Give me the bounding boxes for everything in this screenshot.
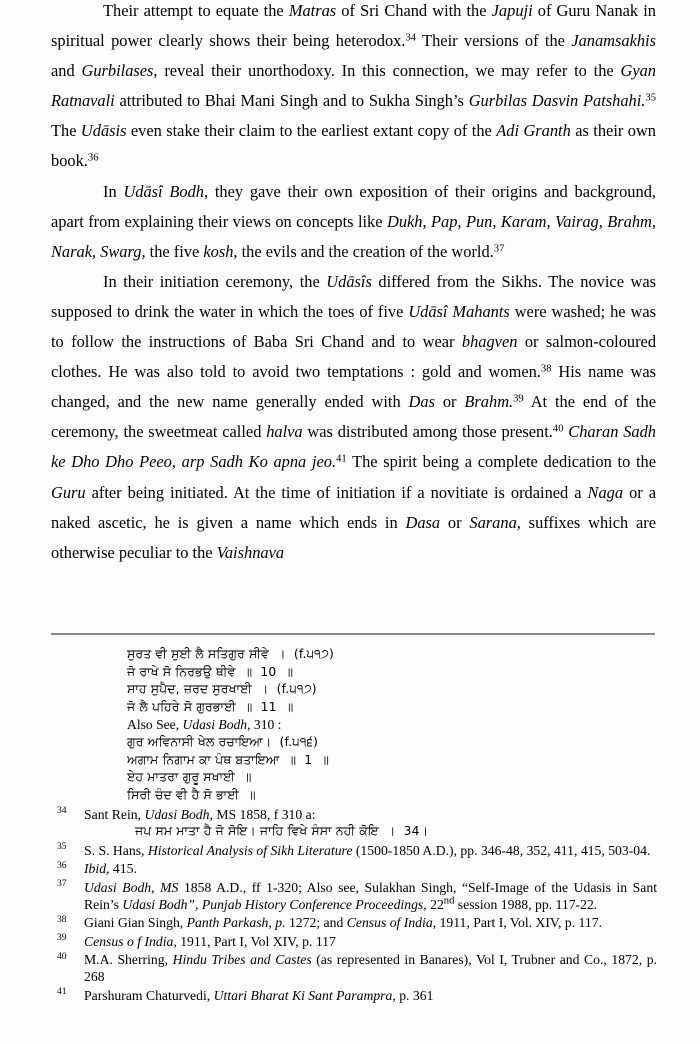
footnote-text	[84, 988, 433, 1003]
italic-run: Dukh, Pap, Pun, Karam, Vairag, Brahm, Narak, Swarg,	[51, 211, 656, 261]
text-run: attributed to Bhai Mani Singh and to Sukha Singh’s	[114, 91, 469, 111]
footnote-37	[51, 879, 657, 913]
italic-run: Udāsîs	[326, 271, 372, 291]
footnote-text	[84, 915, 602, 930]
italic-run: Udasi Bodh,	[84, 879, 155, 895]
text-run: 1911, Part I, Vol. XIV, p. 117.	[436, 915, 602, 931]
footnote-marker: 41	[57, 986, 67, 998]
italic-run: Udasi Bodh”, Punjab History Conference Proceedings,	[122, 896, 427, 912]
text-run: 22	[426, 896, 444, 912]
italic-run: Matras	[288, 1, 337, 20]
also-see-reference	[51, 716, 657, 734]
gurmukhi-line: ਸੁਰਤ ਵੀ ਸੁਈ ਲੈ ਸਤਿਗੁਰ ਸੀਵੇ । (f.੫੧੭)	[127, 647, 335, 661]
italic-run: MS	[160, 879, 179, 895]
footnote-marker: 37	[57, 878, 67, 890]
text-run: The spirit being a complete dedication to the	[346, 452, 656, 472]
gurmukhi-quote-block-1	[51, 646, 657, 716]
footnote-reference: 41	[336, 453, 347, 465]
footnote-reference: nd	[443, 895, 455, 907]
text-run: or a naked ascetic, he is given a name which ends in	[51, 482, 656, 532]
also-see-suffix: , 310 :	[247, 717, 282, 733]
text-run: and	[51, 61, 82, 81]
gurmukhi-line: ਏਹ ਮਾਤਰਾ ਗੁਰੂ ਸਖਾਈ ॥	[127, 770, 252, 785]
italic-run: Gurbilases,	[81, 61, 158, 81]
italic-run: Uttari Bharat Ki Sant Parampra,	[213, 987, 396, 1003]
gurmukhi-line: ਅਗਾਮ ਨਿਗਾਮ ਕਾ ਪੰਥ ਬਤਾਇਆ ॥ 1 ॥	[127, 752, 329, 767]
text-run: At the end of the ceremony, the sweetmeat called	[51, 392, 657, 442]
italic-run: Hindu Tribes and Castes	[172, 952, 312, 968]
text-run: was distributed among those present.	[302, 422, 553, 442]
text-run: His name was changed, and the new name generally ended with	[51, 362, 656, 412]
text-run: 1272; and	[285, 915, 347, 931]
footnote-reference: 39	[513, 393, 524, 405]
italic-run: halva	[266, 422, 303, 442]
text-run: were washed; he was to follow the instructions of Baba Sri Chand and to wear	[51, 301, 656, 352]
gurmukhi-line: ਸਾਹ ਸੁਪੈਦ, ਜ਼ਰਦ ਸੁਰਖਾਈ । (f.੫੧੭)	[127, 682, 317, 697]
text-run: The	[51, 121, 81, 141]
text-run: of Guru Nanak in spiritual power clearly shows their being heterodox.	[51, 1, 656, 51]
italic-run: Dasa	[405, 512, 441, 532]
text-run: M.A. Sherring,	[84, 952, 173, 968]
gurmukhi-line: ਗੁਰ ਅਵਿਨਾਸੀ ਖੇਲ ਰਚਾਇਆ। (f.੫੧੬)	[127, 734, 319, 749]
italic-run: Guru	[51, 482, 86, 502]
text-run: (1500-1850 A.D.), pp. 346-48, 352, 411, 415, 503-04.	[352, 842, 651, 858]
italic-run: Udāsî Mahants	[408, 301, 510, 321]
also-see-prefix: Also See,	[127, 717, 183, 733]
footnote-text	[84, 861, 137, 876]
gurmukhi-quote-block-2	[51, 734, 657, 804]
footnote-35	[51, 842, 657, 859]
footnote-39	[51, 933, 657, 950]
italic-run: Udāsis	[80, 121, 127, 141]
text-run: or	[434, 392, 465, 412]
italic-run: Janamsakhis	[571, 31, 656, 51]
gurmukhi-line: ਸਿਰੀ ਚੰਦ ਵੀ ਹੈ ਸੋ ਭਾਈ ॥	[127, 787, 256, 802]
text-run: reveal their unorthodoxy. In this connection, we may refer to the	[157, 61, 621, 81]
italic-run: Naga	[587, 482, 624, 502]
italic-run: Vaishnava	[216, 542, 285, 562]
italic-run: Panth Parkash, p.	[186, 915, 286, 931]
text-run: Parshuram Chaturvedi,	[84, 987, 214, 1003]
paragraph-3	[51, 267, 656, 568]
text-run: (as represented in Banares), Vol I, Trubner and Co., 1872, p. 268	[84, 952, 657, 985]
footnote-reference: 36	[87, 152, 99, 164]
italic-run: Census o f India,	[84, 933, 177, 949]
footnote-marker: 40	[57, 950, 67, 962]
text-run: 415.	[109, 861, 137, 877]
text-run: MS 1858, f 310 a:	[212, 806, 316, 822]
text-run: Sant Rein,	[84, 806, 145, 822]
text-run: , the evils and the creation of the world.	[233, 241, 494, 261]
text-run: 1911, Part I, Vol XIV, p. 117	[176, 933, 336, 949]
italic-run: bhagven	[461, 332, 518, 352]
text-run: 1858 A.D., ff 1-320; Also see, Sulakhan Singh, “Self-Image of the Udasis in Sant Rein’s	[84, 879, 658, 912]
footnotes-area	[51, 646, 657, 1004]
text-run: after being initiated. At the time of initiation if a novitiate is ordained a	[85, 482, 588, 502]
body-text-area	[51, 0, 656, 568]
text-run: of Sri Chand with the	[336, 1, 492, 20]
gurmukhi-line: ਜੋ ਰਾਖੇ ਸੋ ਨਿਰਭਉ ਥੀਵੇ ॥ 10 ॥	[127, 664, 294, 679]
text-run: In	[103, 181, 124, 201]
footnote-34-gurmukhi: ਜਪ ਸਮ ਮਾਤਾ ਹੈ ਜੋ ਸੋਇ। ਜਾਹਿ ਵਿਖੇ ਸੰਸਾ ਨਹੀ ਕੋਇ । 34।	[135, 823, 429, 838]
paragraph-1	[51, 0, 656, 177]
text-run: session 1988, pp. 117-22.	[454, 896, 598, 912]
gurmukhi-line: ਜੋ ਲੈ ਪਹਿਰੇ ਸੋ ਗੁਰਭਾਈ ॥ 11 ॥	[127, 699, 294, 714]
footnote-40	[51, 951, 657, 985]
footnote-reference: 38	[540, 363, 552, 375]
text-run: , they gave their own exposition of their origins and background, apart from explaining their views on concepts like	[51, 181, 656, 231]
italic-run: Ibid,	[84, 861, 110, 877]
footnote-text	[84, 880, 657, 912]
text-run: Their attempt to equate the	[103, 1, 289, 20]
footnote-text	[84, 952, 657, 984]
text-run: S. S. Hans,	[84, 842, 148, 858]
italic-run: Brahm.	[464, 392, 514, 412]
footnote-text	[84, 843, 650, 858]
text-run: , suffixes which are otherwise peculiar to the	[51, 512, 656, 562]
text-run: the five	[145, 241, 204, 261]
footnote-41	[51, 987, 657, 1004]
footnote-marker: 34	[57, 805, 67, 817]
italic-run: kosh	[203, 241, 234, 261]
text-run: differed from the Sikhs. The novice was supposed to drink the water in which the toes of five	[51, 271, 656, 321]
italic-run: Das	[408, 392, 435, 412]
italic-run: Gyan Ratnavali	[51, 61, 656, 111]
italic-run: Charan Sadh ke Dho Dho Peeo, arp Sadh Ko apna jeo.	[51, 422, 656, 472]
footnote-separator-rule	[51, 633, 655, 635]
footnote-reference: 34	[405, 32, 417, 44]
footnote-38	[51, 914, 657, 931]
footnote-text	[84, 934, 336, 949]
footnote-marker: 36	[57, 859, 67, 871]
footnote-reference: 40	[552, 423, 564, 435]
italic-run: Udasi Bodh,	[144, 806, 213, 822]
footnote-reference: 37	[493, 243, 505, 255]
paragraph-2	[51, 177, 656, 267]
text-run: or salmon-coloured clothes. He was also told to avoid two temptations : gold and women.	[51, 332, 657, 382]
text-run: as their own book.	[51, 121, 656, 171]
italic-run: Udāsî Bodh	[123, 181, 204, 201]
footnote-marker: 35	[57, 841, 67, 853]
text-run: Their versions of the	[416, 31, 572, 51]
footnote-text	[84, 807, 316, 822]
text-run: p. 361	[395, 987, 434, 1003]
italic-run: Sarana	[469, 512, 517, 532]
footnote-marker: 38	[57, 913, 67, 925]
footnote-34	[51, 806, 657, 823]
italic-run: Gurbilas Dasvin Patshahi.	[468, 91, 646, 111]
italic-run: Adi Granth	[496, 121, 571, 141]
text-run: even stake their claim to the earliest extant copy of the	[126, 121, 497, 141]
text-run: or	[440, 512, 470, 532]
footnote-36	[51, 860, 657, 877]
also-see-title: Udasi Bodh	[182, 717, 248, 733]
footnote-reference: 35	[645, 92, 656, 104]
italic-run: Census of India,	[346, 915, 437, 931]
text-run: Giani Gian Singh,	[84, 915, 187, 931]
italic-run: Japuji	[491, 1, 533, 20]
text-run: In their initiation ceremony, the	[103, 271, 327, 291]
italic-run: Historical Analysis of Sikh Literature	[147, 842, 353, 858]
footnote-marker: 39	[57, 932, 67, 944]
